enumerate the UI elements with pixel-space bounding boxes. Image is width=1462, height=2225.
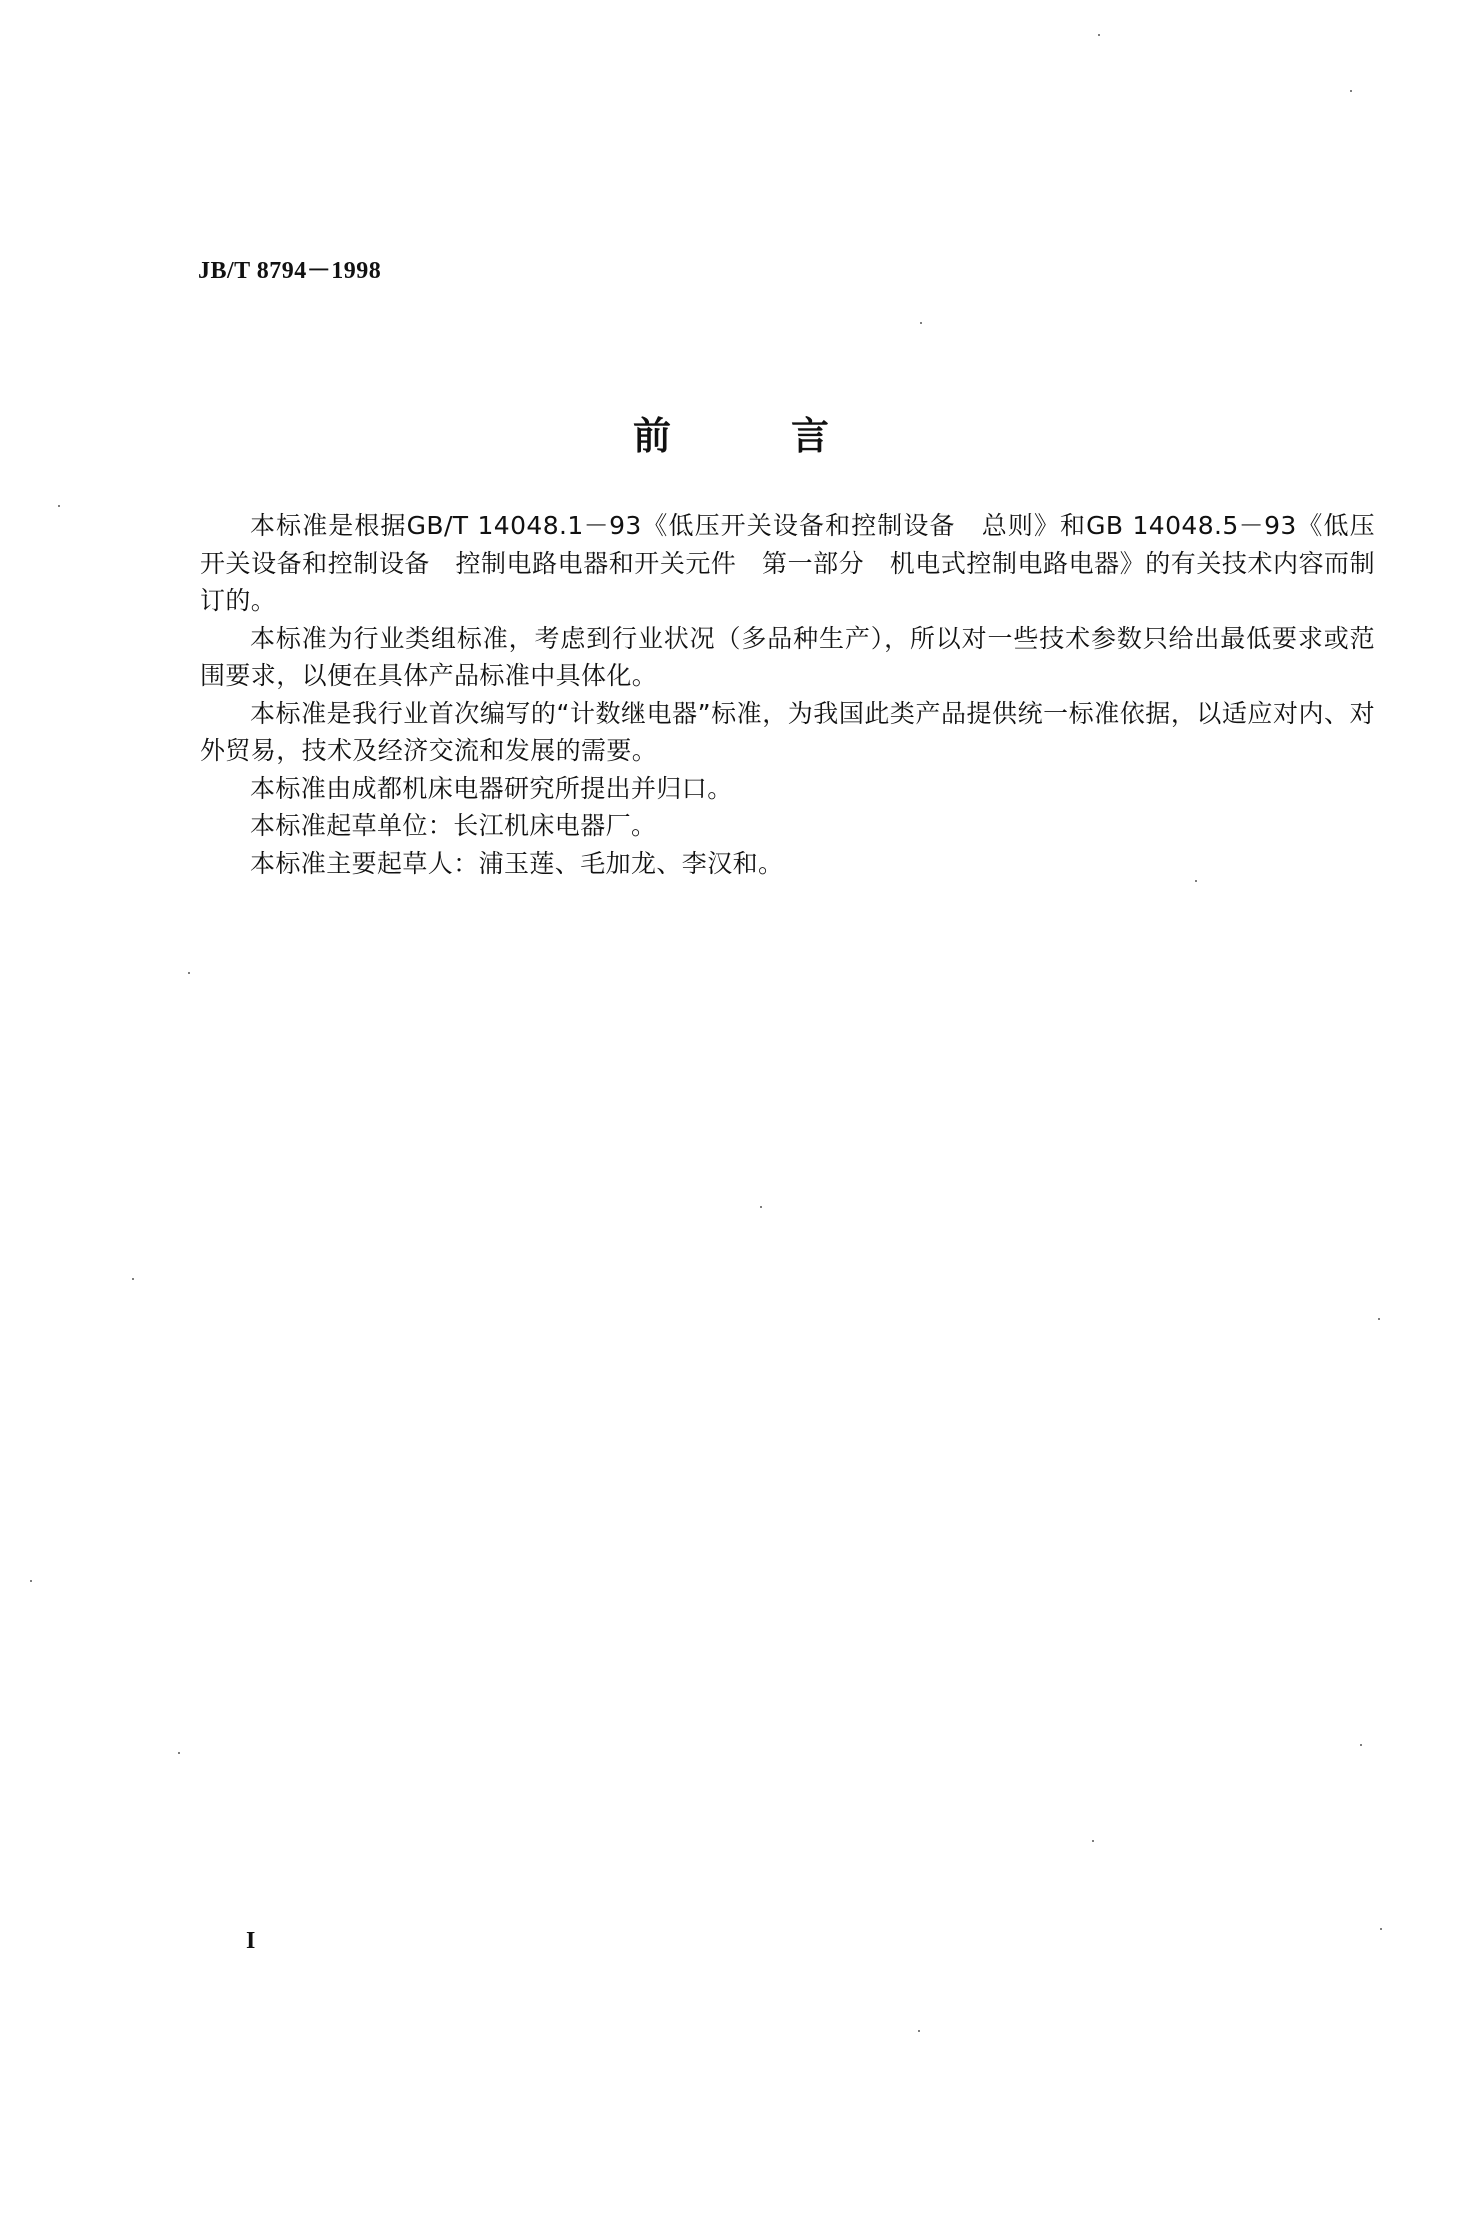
page-number: I bbox=[246, 1928, 256, 1954]
paragraph-purpose: 本标准是我行业首次编写的“计数继电器”标准，为我国此类产品提供统一标准依据，以适应对内、对外贸易，技术及经济交流和发展的需要。 bbox=[200, 698, 1375, 765]
paragraph-basis: 本标准是根据GB/T 14048.1－93《低压开关设备和控制设备 总则》和GB 14048.5－93《低压开关设备和控制设备 控制电路电器和开关元件 第一部分 机电式控制电路电器》的有关技术内容而制订的。 bbox=[200, 511, 1375, 615]
title-char-2: 言 bbox=[791, 414, 830, 458]
paragraph-drafting-unit: 本标准起草单位：长江机床电器厂。 bbox=[250, 811, 657, 840]
paragraph-drafters: 本标准主要起草人：浦玉莲、毛加龙、李汉和。 bbox=[250, 848, 784, 878]
title-char-1: 前 bbox=[632, 414, 671, 458]
foreword-body bbox=[200, 507, 1375, 882]
page-title bbox=[0, 410, 1462, 462]
paragraph-proposer: 本标准由成都机床电器研究所提出并归口。 bbox=[250, 773, 733, 803]
standard-code: JB/T 8794－1998 bbox=[198, 258, 382, 284]
paragraph-scope: 本标准为行业类组标准，考虑到行业状况（多品种生产），所以对一些技术参数只给出最低要求或范围要求，以便在具体产品标准中具体化。 bbox=[200, 623, 1375, 690]
